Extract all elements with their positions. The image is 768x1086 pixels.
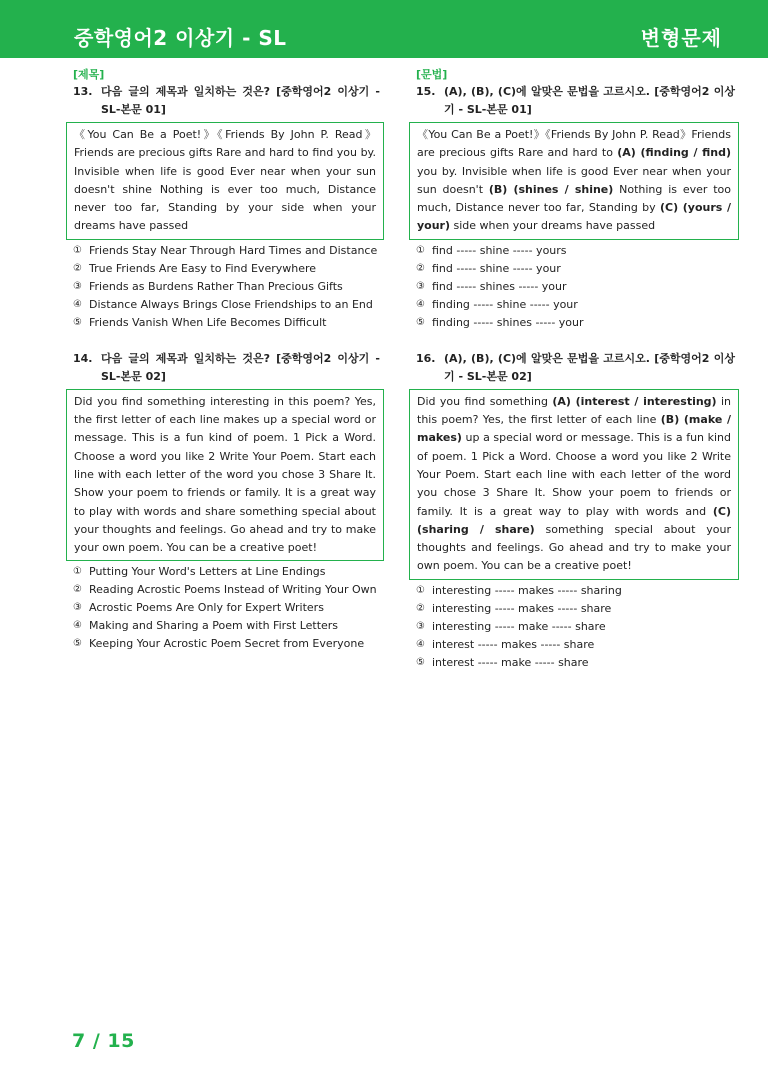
option-text: Making and Sharing a Poem with First Letters <box>89 619 339 633</box>
answer-option[interactable] <box>73 278 384 296</box>
answer-option[interactable] <box>416 636 739 654</box>
option-text: interesting ----- make ----- share <box>432 619 606 633</box>
option-number: ⑤ <box>416 316 425 328</box>
page-header <box>0 0 768 58</box>
question-number: 14. <box>73 351 93 365</box>
answer-option[interactable] <box>416 654 739 672</box>
passage-text: 《You Can Be a Poet!》《Friends By John P. Read》Friends are precious gifts Rare and hard to <box>417 128 731 160</box>
option-number: ③ <box>416 620 425 632</box>
option-text: Distance Always Brings Close Friendships to an End <box>89 297 373 311</box>
option-text: Keeping Your Acrostic Poem Secret from Everyone <box>89 637 365 651</box>
option-text: Reading Acrostic Poems Instead of Writing Your Own <box>89 583 377 597</box>
option-number: ① <box>416 244 425 256</box>
passage-text: something special about your thoughts and feelings. Go ahead and try to make your own poem. You can be a creative poet! <box>417 522 731 573</box>
option-number: ⑤ <box>416 656 425 668</box>
option-number: ⑤ <box>73 638 82 650</box>
blank-b: (B) (shines / shine) <box>488 182 614 196</box>
answer-option[interactable] <box>416 314 739 332</box>
option-number: ① <box>73 566 82 578</box>
answer-option[interactable] <box>416 260 739 278</box>
question-15 <box>409 83 739 119</box>
header-question-type: 변형문제 <box>640 26 722 50</box>
option-number: ① <box>73 244 82 256</box>
option-text: finding ----- shines ----- your <box>432 315 584 329</box>
option-text: find ----- shine ----- your <box>432 261 561 275</box>
answer-option[interactable] <box>416 296 739 314</box>
option-number: ② <box>416 602 425 614</box>
answer-options <box>66 242 384 332</box>
question-number: 16. <box>416 351 436 365</box>
option-number: ④ <box>73 298 82 310</box>
question-14 <box>66 350 384 386</box>
passage-text: Did you find something <box>417 394 553 408</box>
answer-option[interactable] <box>416 618 739 636</box>
option-text: True Friends Are Easy to Find Everywhere <box>89 261 317 275</box>
section-tag-title: [제목] <box>73 68 105 81</box>
blank-a: (A) (interest / interesting) <box>552 394 717 408</box>
passage-box: Did you find something interesting in this poem? Yes, the first letter of each line makes up a special word or message. This is a fun kind of poem. 1 Pick a Word. Choose a word you like 2 Write Your Poem. Start each line with each letter of the word you chose 3 Share It. Show your poem to friends or family. It is a great way to play with words and share something special about your thoughts and feelings. Go ahead and try to make your own poem. You can be a creative poet! <box>66 389 384 562</box>
option-text: finding ----- shine ----- your <box>432 297 578 311</box>
answer-option[interactable] <box>73 260 384 278</box>
answer-option[interactable] <box>73 296 384 314</box>
option-text: Putting Your Word's Letters at Line Endings <box>89 565 326 579</box>
answer-option[interactable] <box>73 563 384 581</box>
passage-text: you by. Invisible when life is good Ever near when your sun doesn't <box>417 164 731 196</box>
header-title: 중학영어2 이상기 - SL <box>74 26 287 50</box>
answer-option[interactable] <box>416 242 739 260</box>
option-number: ② <box>73 262 82 274</box>
answer-option[interactable] <box>73 581 384 599</box>
blank-a: (A) (finding / find) <box>617 146 731 160</box>
option-text: find ----- shines ----- your <box>432 279 567 293</box>
answer-option[interactable] <box>73 314 384 332</box>
passage-box: 《You Can Be a Poet!》《Friends By John P. Read》Friends are precious gifts Rare and hard to find you by. Invisible when life is good Ever near when your sun doesn't shine Nothing is ever too much, Distance never too far, Standing by your side when your dreams have passed <box>66 122 384 240</box>
answer-options <box>409 242 739 332</box>
passage-text: in this poem? Yes, the first letter of each line <box>417 394 731 427</box>
passage-text: side when your dreams have passed <box>450 219 656 233</box>
blank-b: (B) (make / makes) <box>417 413 731 445</box>
section-tag-grammar: [문법] <box>416 68 448 81</box>
passage-box <box>409 122 739 240</box>
answer-option[interactable] <box>73 617 384 635</box>
option-number: ① <box>416 584 425 596</box>
answer-option[interactable] <box>416 600 739 618</box>
question-text: 다음 글의 제목과 일치하는 것은? [중학영어2 이상기 - SL-본문 01] <box>101 85 380 116</box>
question-16 <box>409 350 739 386</box>
option-number: ② <box>73 584 82 596</box>
answer-options <box>409 582 739 672</box>
answer-option[interactable] <box>416 278 739 296</box>
option-number: ④ <box>416 298 425 310</box>
option-text: Friends as Burdens Rather Than Precious Gifts <box>89 279 343 293</box>
option-number: ④ <box>416 638 425 650</box>
answer-options <box>66 563 384 653</box>
option-text: Acrostic Poems Are Only for Expert Writers <box>89 601 324 615</box>
question-number: 13. <box>73 85 93 98</box>
question-text: (A), (B), (C)에 알맞은 문법을 고르시오. [중학영어2 이상기 - SL-본문 01] <box>444 85 735 116</box>
question-text: (A), (B), (C)에 알맞은 문법을 고르시오. [중학영어2 이상기 - SL-본문 02] <box>444 351 735 383</box>
option-text: interesting ----- makes ----- sharing <box>432 583 622 597</box>
option-number: ④ <box>73 620 82 632</box>
answer-option[interactable] <box>73 599 384 617</box>
right-column <box>409 67 739 672</box>
answer-option[interactable] <box>416 582 739 600</box>
option-number: ⑤ <box>73 316 82 328</box>
question-number: 15. <box>416 85 436 98</box>
option-text: Friends Stay Near Through Hard Times and Distance <box>89 243 378 257</box>
blank-c: (C) (yours / your) <box>417 201 731 233</box>
passage-box <box>409 389 739 580</box>
answer-option[interactable] <box>73 242 384 260</box>
option-text: interest ----- makes ----- share <box>432 637 595 651</box>
option-text: find ----- shine ----- yours <box>432 243 567 257</box>
option-text: Friends Vanish When Life Becomes Difficult <box>89 315 327 329</box>
option-text: interesting ----- makes ----- share <box>432 601 612 615</box>
question-13 <box>66 83 384 119</box>
option-number: ③ <box>73 280 82 292</box>
blank-c: (C) (sharing / share) <box>417 504 731 536</box>
question-text: 다음 글의 제목과 일치하는 것은? [중학영어2 이상기 - SL-본문 02] <box>101 351 380 383</box>
left-column <box>66 67 384 653</box>
page-number: 7 / 15 <box>72 1030 135 1052</box>
option-number: ③ <box>73 602 82 614</box>
passage-text: Nothing is ever too much, Distance never too far, Standing by <box>417 182 731 215</box>
option-text: interest ----- make ----- share <box>432 655 589 669</box>
option-number: ② <box>416 262 425 274</box>
passage-text: up a special word or message. This is a fun kind of poem. 1 Pick a Word. Choose a word you like 2 Write Your Poem. Start each line with each letter of the word you chose 3 Share It. Show your poem to friends or family. It is a great way to play with words and <box>417 431 731 518</box>
option-number: ③ <box>416 280 425 292</box>
answer-option[interactable] <box>73 635 384 653</box>
